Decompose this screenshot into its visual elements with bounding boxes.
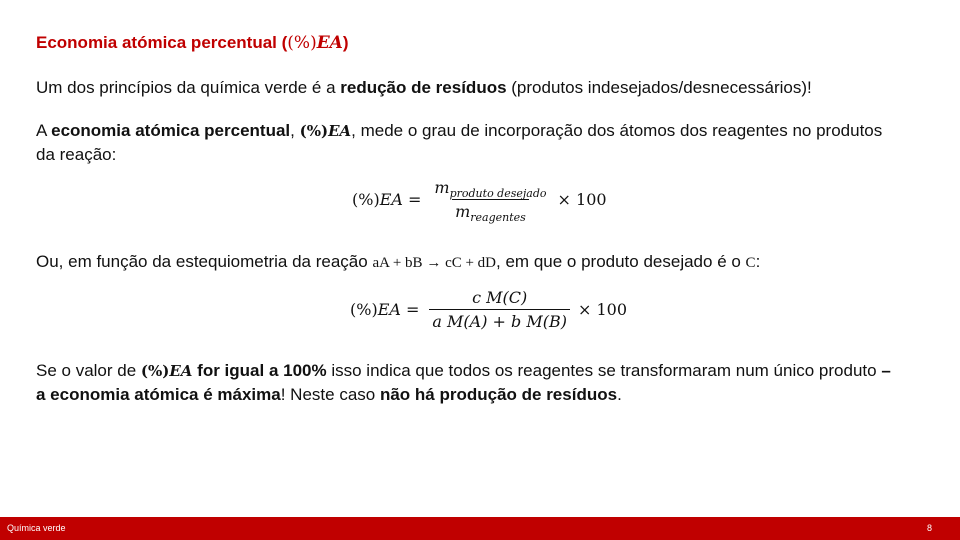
p2-math-prefix: (%)	[299, 122, 329, 140]
eq1-numerator	[431, 178, 549, 199]
eq1-lhs-prefix: (%)	[352, 190, 380, 209]
p2-text-d: , mede o grau de incorporação dos átomos dos reagentes no produtos da reação:	[36, 121, 883, 164]
p4-bold-100: for igual a 100%	[192, 361, 327, 380]
paragraph-definition	[36, 119, 896, 166]
p3-reaction: aA + bB → cC + dD	[372, 255, 497, 271]
title-close: )	[342, 33, 349, 52]
p4-math	[141, 362, 193, 380]
paragraph-conclusion	[36, 359, 896, 406]
p2-bold-term: economia atómica percentual	[51, 121, 291, 140]
eq2-numerator: c M(C)	[472, 288, 528, 307]
p2-text-c: ,	[290, 121, 300, 140]
eq2-lhs-var: EA	[377, 300, 401, 319]
p4-text-g: .	[617, 385, 622, 404]
eq1-num-m: m	[434, 178, 450, 197]
eq1-lhs	[352, 190, 421, 209]
paragraph-stoichiometry	[36, 250, 896, 275]
eq1-den-m: m	[455, 202, 471, 221]
title-text: Economia atómica percentual (	[36, 33, 288, 52]
p4-bold-no-waste: não há produção de resíduos	[379, 385, 618, 404]
equation-mass-ratio	[352, 178, 607, 224]
footer-title: Química verde	[7, 523, 66, 533]
eq2-times-100: × 100	[578, 300, 628, 319]
p4-math-var: EA	[169, 362, 193, 380]
p4-text-a: Se o valor de	[36, 361, 141, 380]
title-math	[287, 33, 343, 53]
p4-bold-max: – a economia atómica é máxima	[36, 361, 891, 404]
slide-title	[36, 33, 349, 53]
p3-product: C	[745, 255, 756, 271]
eq1-fraction	[431, 178, 549, 224]
p2-text-a: A	[36, 121, 52, 140]
equation-molar-mass	[350, 288, 627, 331]
eq1-times-100: × 100	[557, 190, 607, 209]
p4-text-c: isso indica que todos os reagentes se transformaram num único produto	[326, 361, 882, 380]
eq1-lhs-var: EA	[379, 190, 403, 209]
eq1-denominator	[452, 199, 529, 224]
footer-bar	[0, 517, 960, 540]
eq1-den-subscript: reagentes	[470, 211, 526, 224]
title-math-var: EA	[316, 33, 343, 53]
p2-math-var: EA	[328, 122, 352, 140]
p1-text-c: (produtos indesejados/desnecessários)!	[506, 78, 812, 97]
p1-bold-waste-reduction: redução de resíduos	[340, 78, 507, 97]
paragraph-green-chemistry	[36, 76, 896, 99]
p4-text-e: ! Neste caso	[280, 385, 380, 404]
eq2-lhs	[350, 300, 419, 319]
eq2-lhs-prefix: (%)	[350, 300, 378, 319]
title-math-prefix: (%)	[287, 33, 317, 53]
eq2-fraction	[429, 288, 570, 331]
eq2-equals: =	[406, 300, 420, 319]
p3-text-b: , em que o produto desejado é o	[496, 252, 746, 271]
p2-math	[300, 122, 352, 140]
p4-math-prefix: (%)	[140, 362, 170, 380]
p3-text-a: Ou, em função da estequiometria da reação	[36, 252, 373, 271]
p1-text-a: Um dos princípios da química verde é a	[36, 78, 341, 97]
eq1-num-subscript: produto desejado	[449, 187, 547, 200]
page-number: 8	[926, 523, 932, 533]
p3-text-c: :	[755, 252, 761, 271]
eq1-equals: =	[408, 190, 422, 209]
eq2-denominator: a M(A) + b M(B)	[429, 309, 570, 331]
